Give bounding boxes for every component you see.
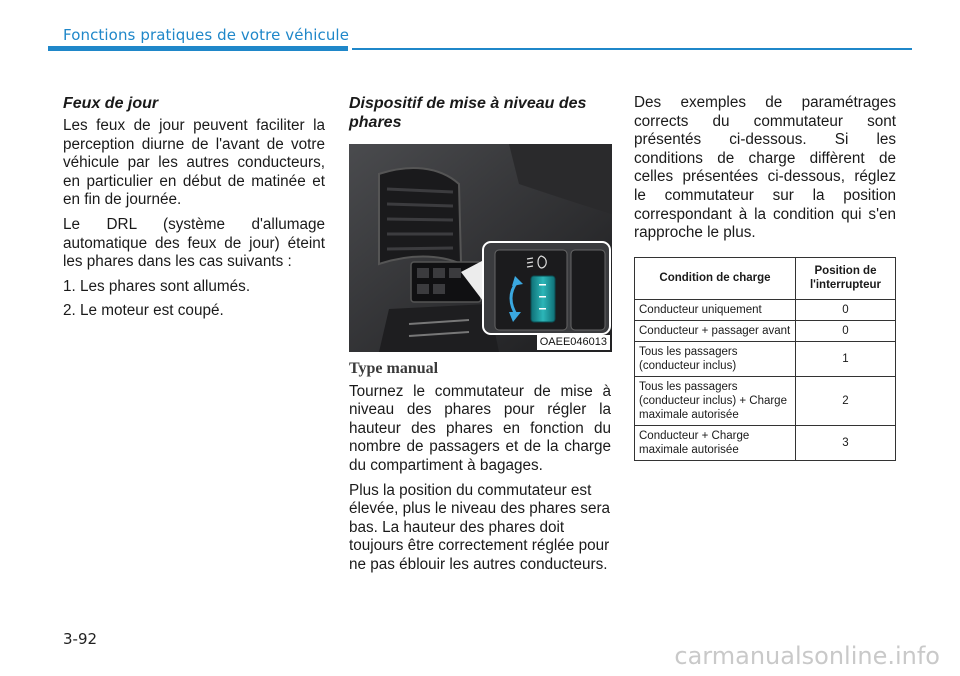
dashboard-illustration — [349, 144, 612, 352]
table-row — [635, 376, 896, 425]
leveling-switch-photo — [349, 144, 612, 352]
page-number: 3-92 — [63, 630, 98, 648]
leveling-paragraph-1: Tournez le commutateur de mise à niveau des phares pour régler la hauteur des phares en fonction du nombre de passagers et de la charge du compartiment à bagages. — [349, 382, 611, 474]
examples-intro: Des exemples de paramétrages corrects du commutateur sont présentés ci-dessous. Si les conditions de charge diffèrent de celles présentées ci-dessous, réglez le commutateur sur la position correspondant à la condition qui s'en rapproche le plus. — [634, 94, 896, 242]
table-cell-condition: Conducteur + passager avant — [635, 320, 796, 341]
table-cell-condition: Conducteur + Charge maximale autorisée — [635, 425, 796, 460]
leveling-paragraph-2: Plus la position du commutateur est élevée, plus le niveau des phares sera bas. La hauteur des phares doit toujours être correctement réglée pour ne pas éblouir les autres conducteurs. — [349, 481, 611, 573]
drl-paragraph-2: Le DRL (système d'allumage automatique des feux de jour) éteint les phares dans les cas suivants : — [63, 215, 325, 271]
table-row — [635, 341, 896, 376]
load-condition-table — [634, 257, 896, 461]
drl-paragraph-1: Les feux de jour peuvent faciliter la perception diurne de l'avant de votre véhicule par les autres conducteurs, en particulier en début de matinée et en fin de journée. — [63, 117, 325, 209]
table-row — [635, 320, 896, 341]
table-cell-condition: Tous les passagers (conducteur inclus) — [635, 341, 796, 376]
leveling-heading: Dispositif de mise à niveau des phares — [349, 95, 587, 131]
section-title: Fonctions pratiques de votre véhicule — [63, 26, 350, 44]
table-header-condition: Condition de charge — [635, 257, 796, 299]
table-header-row — [635, 257, 896, 299]
table-cell-position: 0 — [796, 320, 896, 341]
type-heading: Type manual — [349, 360, 439, 377]
table-row — [635, 299, 896, 320]
column-leveling — [349, 94, 611, 581]
table-cell-position: 0 — [796, 299, 896, 320]
table-header-position: Position de l'interrupteur — [796, 257, 896, 299]
table-cell-position: 2 — [796, 376, 896, 425]
table-cell-position: 3 — [796, 425, 896, 460]
column-examples — [634, 94, 896, 461]
table-cell-position: 1 — [796, 341, 896, 376]
header-rule-thin — [352, 48, 912, 50]
image-code: OAEE046013 — [537, 335, 610, 350]
watermark: carmanualsonline.info — [674, 642, 940, 670]
table-cell-condition: Tous les passagers (conducteur inclus) + Charge maximale autorisée — [635, 376, 796, 425]
table-cell-condition: Conducteur uniquement — [635, 299, 796, 320]
drl-list-item-2: 2. Le moteur est coupé. — [63, 302, 224, 320]
drl-list-item-1: 1. Les phares sont allumés. — [63, 277, 251, 295]
column-drl — [63, 94, 325, 327]
drl-heading: Feux de jour — [63, 95, 159, 112]
header-rule-thick — [48, 46, 348, 51]
table-row — [635, 425, 896, 460]
